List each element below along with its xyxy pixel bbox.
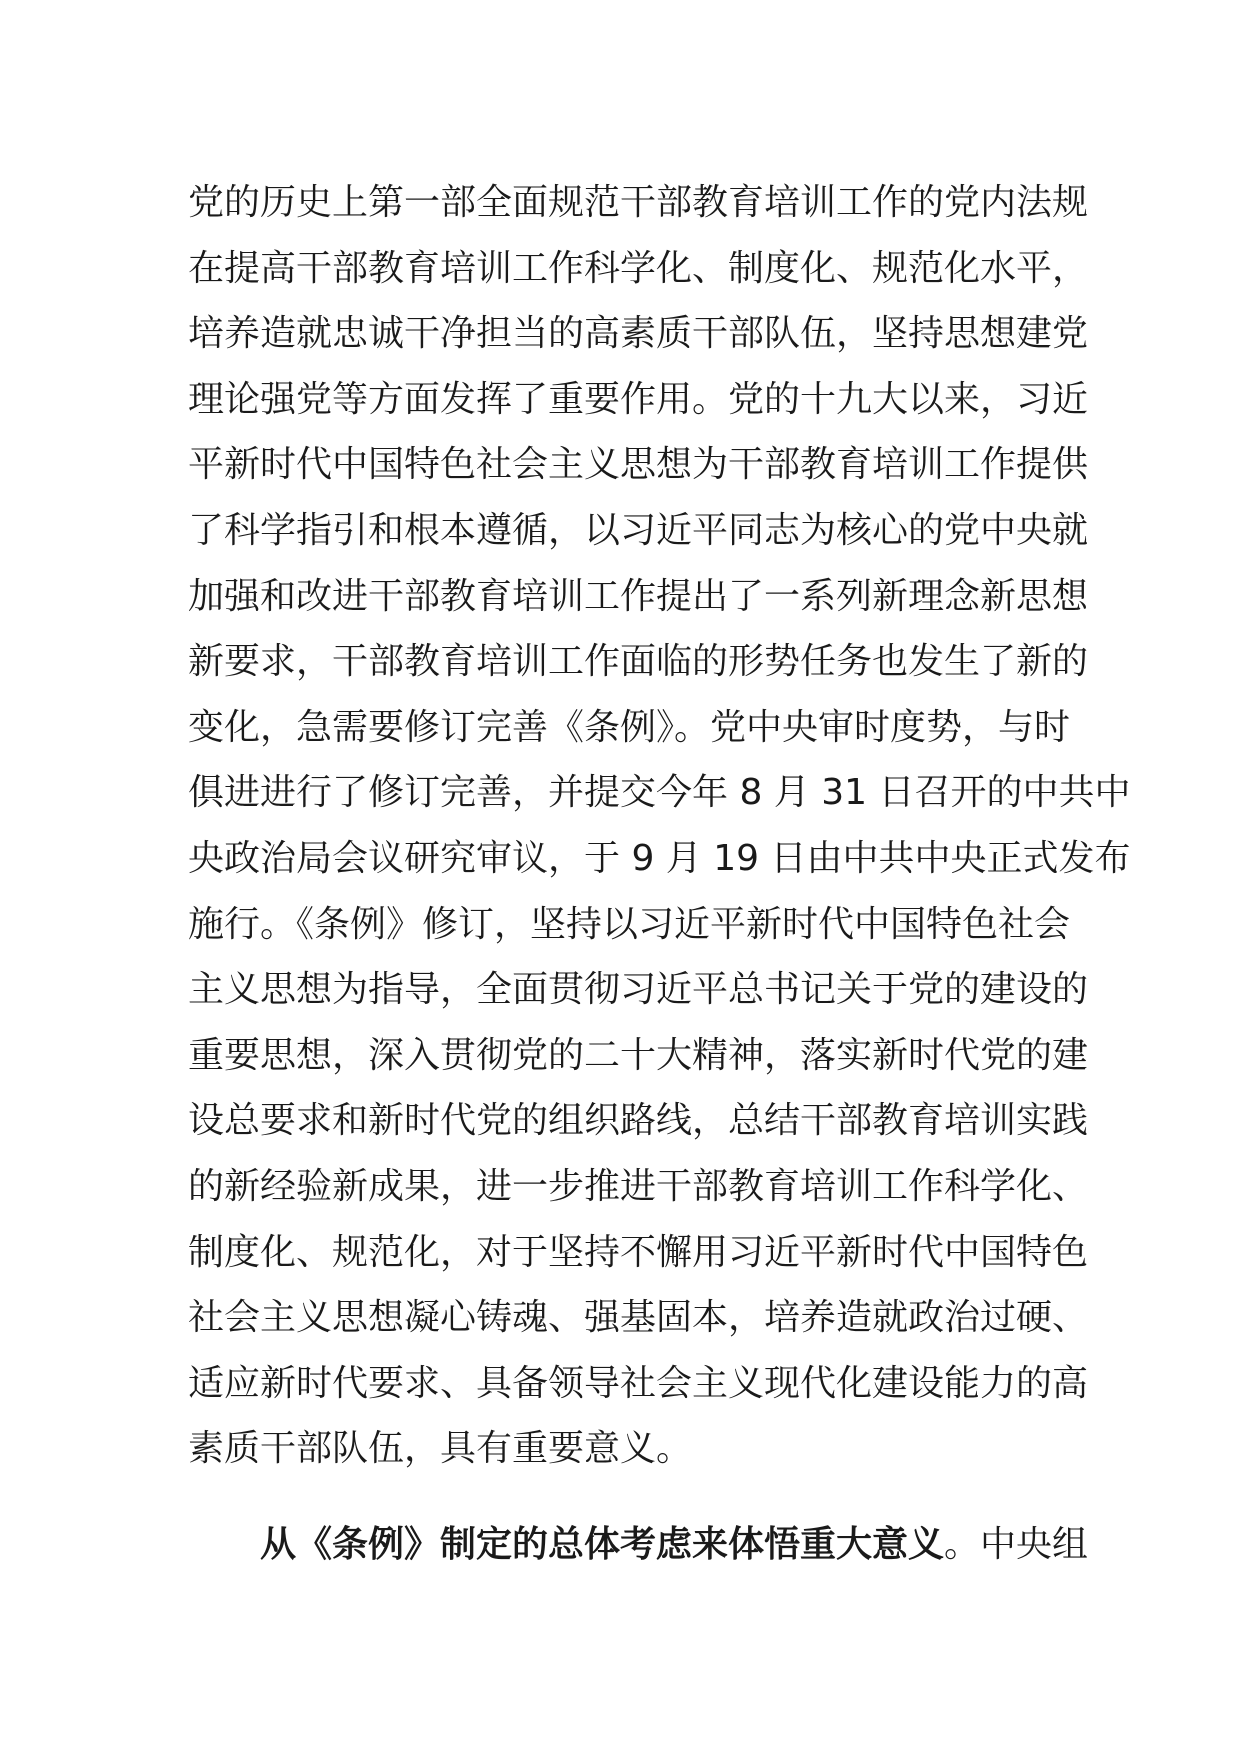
paragraph-1-line: 培养造就忠诚干净担当的高素质干部队伍，坚持思想建党 (188, 313, 1089, 355)
paragraph-1-line: 主义思想为指导，全面贯彻习近平总书记关于党的建设的 (188, 969, 1089, 1011)
paragraph-2-line (188, 1512, 1089, 1578)
paragraph-1-line: 设总要求和新时代党的组织路线，总结干部教育培训实践 (188, 1100, 1089, 1142)
paragraph-1-line: 制度化、规范化，对于坚持不懈用习近平新时代中国特色 (188, 1231, 1089, 1273)
paragraph-1-line: 施行。《条例》修订，坚持以习近平新时代中国特色社会 (188, 903, 1071, 945)
paragraph-spacer (188, 1482, 1063, 1512)
paragraph-1-line: 在提高干部教育培训工作科学化、制度化、规范化水平， (188, 247, 1089, 289)
paragraph-1-line: 了科学指引和根本遵循，以习近平同志为核心的党中央就 (188, 509, 1089, 551)
paragraph-1-line: 新要求，干部教育培训工作面临的形势任务也发生了新的 (188, 641, 1089, 683)
paragraph-1-line: 素质干部队伍，具有重要意义。 (188, 1428, 693, 1470)
paragraph-1-line: 变化，急需要修订完善《条例》。党中央审时度势，与时 (188, 706, 1071, 748)
paragraph-1-line: 的新经验新成果，进一步推进干部教育培训工作科学化、 (188, 1165, 1089, 1207)
paragraph-1-line: 平新时代中国特色社会主义思想为干部教育培训工作提供 (188, 444, 1089, 486)
paragraph-1-line: 加强和改进干部教育培训工作提出了一系列新理念新思想 (188, 575, 1089, 617)
paragraph-1 (188, 170, 1131, 1482)
document-body (188, 170, 1131, 1577)
paragraph-1-line: 重要思想，深入贯彻党的二十大精神，落实新时代党的建 (188, 1034, 1089, 1076)
paragraph-1-line: 社会主义思想凝心铸魂、强基固本，培养造就政治过硬、 (188, 1297, 1089, 1339)
paragraph-1-line: 党的历史上第一部全面规范干部教育培训工作的党内法规 (188, 182, 1089, 223)
paragraph-1-line: 央政治局会议研究审议，于 9 月 19 日由中共中央正式发布 (188, 837, 1131, 879)
paragraph-2-heading-punct: 。 (944, 1523, 981, 1565)
paragraph-1-line: 适应新时代要求、具备领导社会主义现代化建设能力的高 (188, 1362, 1089, 1404)
paragraph-1-line: 理论强党等方面发挥了重要作用。党的十九大以来，习近 (188, 378, 1089, 420)
paragraph-2-heading: 从《条例》制定的总体考虑来体悟重大意义 (260, 1523, 945, 1565)
paragraph-2 (188, 1512, 1089, 1578)
paragraph-1-line: 俱进进行了修订完善，并提交今年 8 月 31 日召开的中共中 (188, 772, 1131, 814)
paragraph-2-text: 中央组 (980, 1523, 1089, 1565)
